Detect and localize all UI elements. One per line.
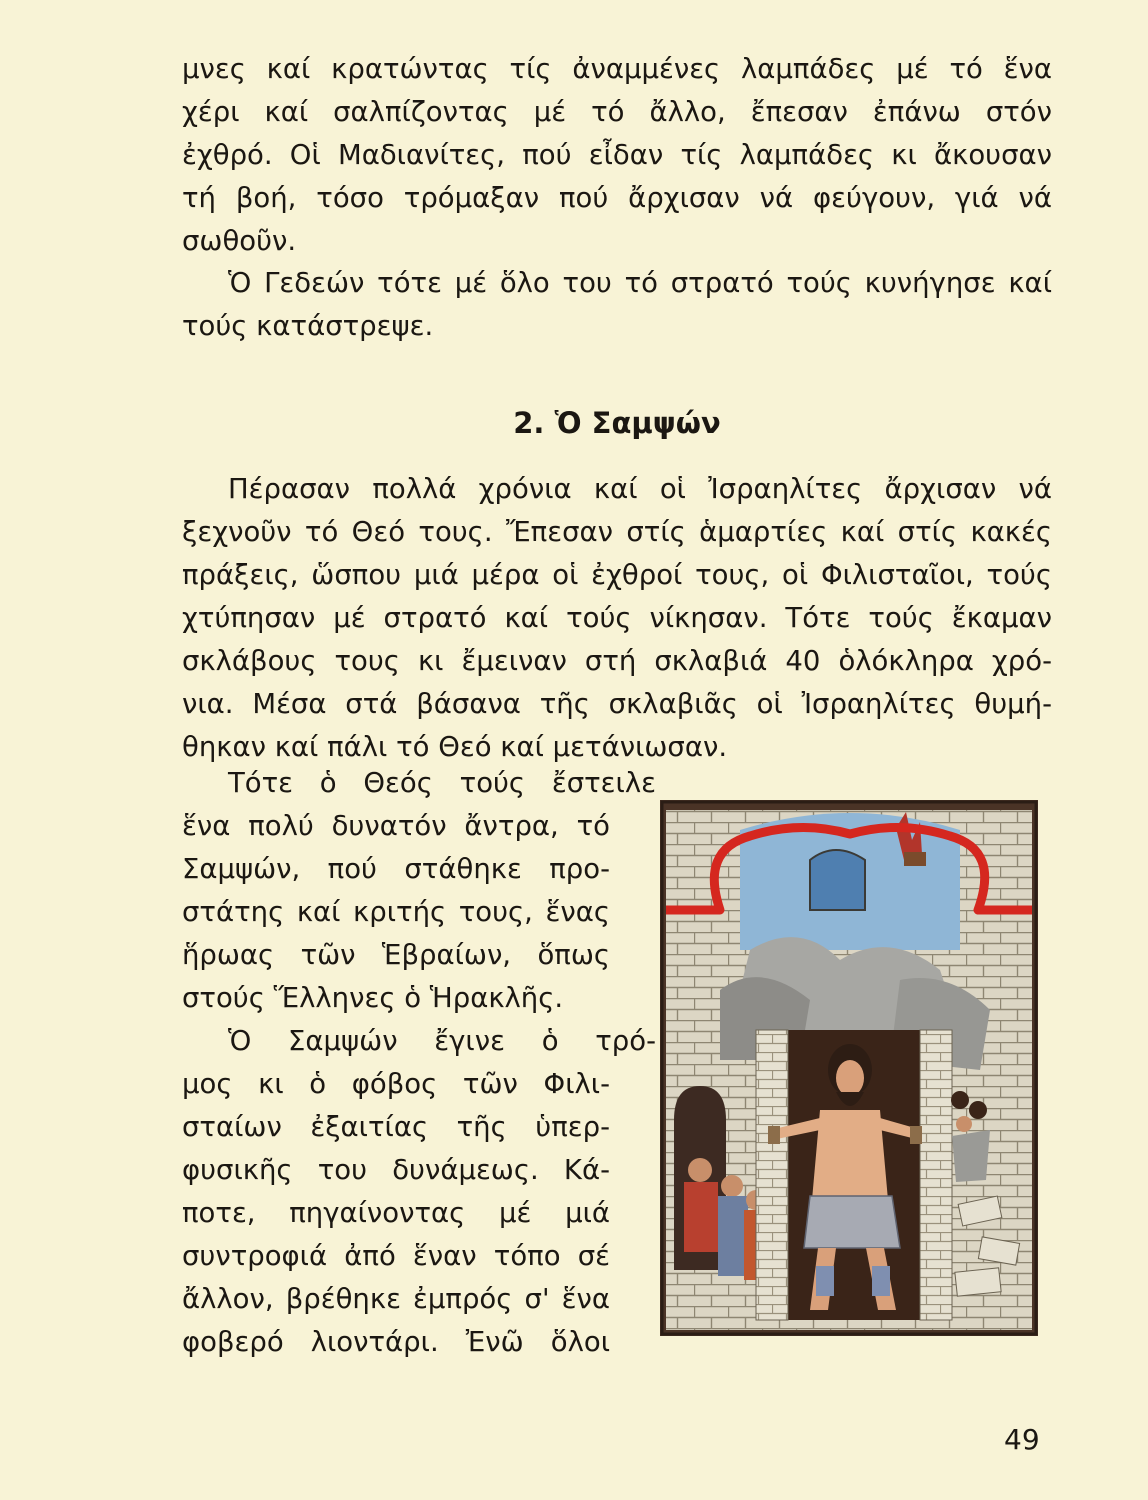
paragraph-gideon-pursuit (182, 262, 1052, 348)
text-line: ξεχνοῦν τό Θεό τους. Ἔπεσαν στίς ἁμαρτίες καί στίς κακές (182, 516, 1052, 548)
text-line: Ὁ Γεδεών τότε μέ ὅλο του τό στρατό τούς κυνήγησε καί (228, 267, 1052, 299)
text-line: χέρι καί σαλπίζοντας μέ τό ἄλλο, ἔπεσαν ἐπάνω στόν (182, 96, 1052, 128)
text-line: συντροφιά ἀπό ἕναν τόπο σέ (182, 1240, 610, 1272)
text-line: σταίων ἐξαιτίας τῆς ὑπερ- (182, 1111, 610, 1143)
text-line: ποτε, πηγαίνοντας μέ μιά (182, 1197, 610, 1229)
text-line: Τότε ὁ Θεός τούς ἔστειλε (228, 767, 656, 799)
text-line: ἄλλον, βρέθηκε ἐμπρός σ' ἕνα (182, 1283, 610, 1315)
text-line: τούς κατάστρεψε. (182, 310, 434, 342)
text-line: ἕνα πολύ δυνατόν ἄντρα, τό (182, 810, 610, 842)
text-line: χτύπησαν μέ στρατό καί τούς νίκησαν. Τότε τούς ἔκαμαν (182, 602, 1052, 634)
section-heading: 2. Ὁ Σαμψών (513, 406, 721, 440)
samson-temple-illustration (660, 800, 1038, 1336)
text-line: φυσικῆς του δυνάμεως. Κά- (182, 1154, 610, 1186)
text-line: Σαμψών, πού στάθηκε προ- (182, 853, 610, 885)
text-line: στάτης καί κριτής τους, ἕνας (182, 896, 610, 928)
text-line: στούς Ἕλληνες ὁ Ἡρακλῆς. (182, 982, 564, 1014)
text-line: ἐχθρό. Οἱ Μαδιανίτες, πού εἶδαν τίς λαμπάδες κι ἄκουσαν (182, 139, 1052, 171)
text-line: θηκαν καί πάλι τό Θεό καί μετάνιωσαν. (182, 731, 728, 763)
samson-painting-image (660, 800, 1038, 1336)
paragraph-israelites-slavery (182, 468, 1052, 769)
text-line: μος κι ὁ φόβος τῶν Φιλι- (182, 1068, 610, 1100)
text-line: σωθοῦν. (182, 225, 297, 257)
text-line: τή βοή, τόσο τρόμαξαν πού ἄρχισαν νά φεύγουν, γιά νά (182, 182, 1052, 214)
text-line: πράξεις, ὥσπου μιά μέρα οἱ ἐχθροί τους, οἱ Φιλισταῖοι, τούς (182, 559, 1052, 591)
text-line: νια. Μέσα στά βάσανα τῆς σκλαβιᾶς οἱ Ἰσραηλίτες θυμή- (182, 688, 1052, 720)
text-line: Ὁ Σαμψών ἔγινε ὁ τρό- (228, 1025, 656, 1057)
text-line: φοβερό λιοντάρι. Ἐνῶ ὅλοι (182, 1326, 610, 1358)
page-number: 49 (1004, 1423, 1040, 1456)
text-line: Πέρασαν πολλά χρόνια καί οἱ Ἰσραηλίτες ἄρχισαν νά (228, 473, 1052, 505)
text-line: μνες καί κρατώντας τίς ἀναμμένες λαμπάδες μέ τό ἕνα (182, 53, 1052, 85)
text-line: ἥρωας τῶν Ἑβραίων, ὅπως (182, 939, 610, 971)
paragraph-gideon-attack (182, 48, 1052, 263)
text-line: σκλάβους τους κι ἔμειναν στή σκλαβιά 40 ὁλόκληρα χρό- (182, 645, 1052, 677)
